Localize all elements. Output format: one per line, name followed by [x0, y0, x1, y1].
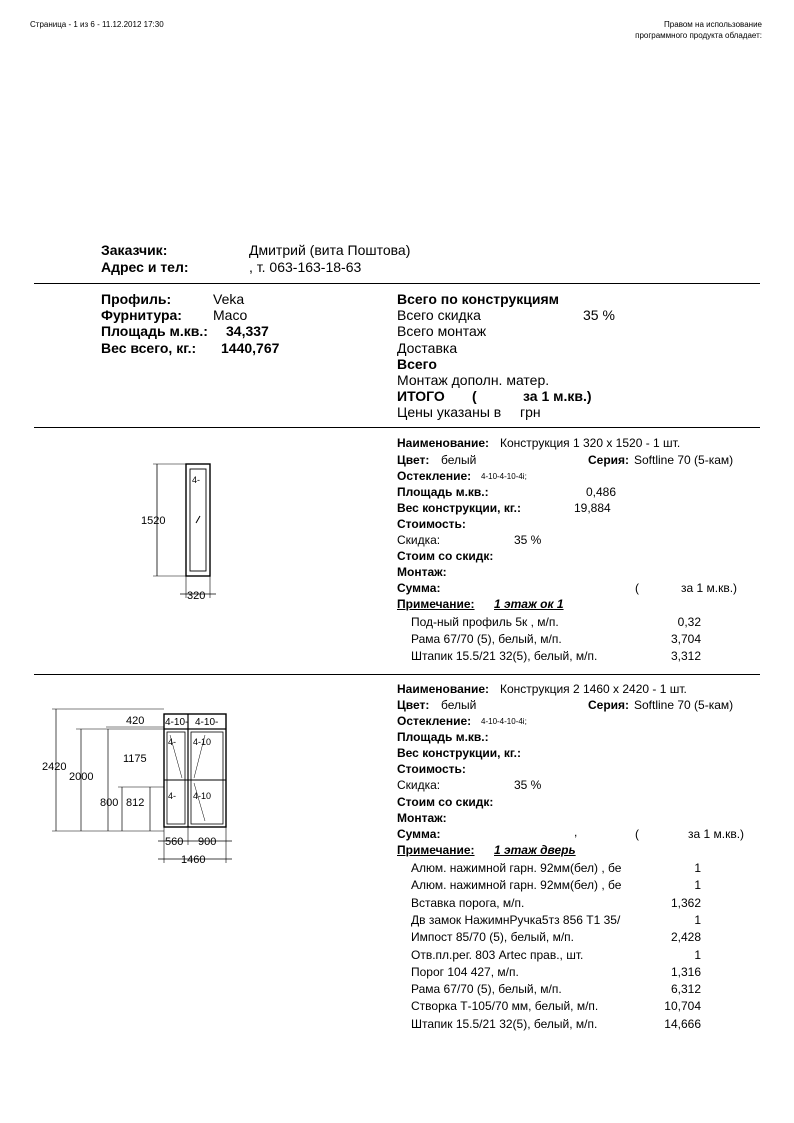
c2-color: белый — [441, 698, 477, 712]
item-name: Рама 67/70 (5), белый, м/п. — [411, 632, 562, 646]
weight-label: Вес всего, кг.: — [101, 340, 197, 356]
c1-area-label: Площадь м.кв.: — [397, 485, 489, 499]
c2-series: Softline 70 (5-кам) — [634, 698, 734, 712]
delivery-label: Доставка — [397, 340, 458, 356]
profile-label: Профиль: — [101, 291, 172, 307]
weight-value: 1440,767 — [221, 340, 280, 356]
prices-note: Цены указаны в — [397, 404, 502, 420]
c2-cost-label: Стоимость: — [397, 762, 466, 776]
c2-area-label: Площадь м.кв.: — [397, 730, 489, 744]
c2-weight-label: Вес конструкции, кг.: — [397, 746, 521, 760]
c2-dim-812: 812 — [126, 797, 145, 809]
c2-sum-label: Сумма: — [397, 827, 441, 841]
address-label: Адрес и тел: — [101, 259, 189, 275]
currency: грн — [520, 404, 541, 420]
item-name: Дв замок НажимнРучка5тз 856 Т1 35/ — [411, 912, 621, 927]
extra-mounting-label: Монтаж дополн. матер. — [397, 372, 550, 388]
fittings-label: Фурнитура: — [101, 307, 182, 323]
total-discount-value: 35 % — [583, 307, 615, 323]
c2-discount: 35 % — [514, 778, 542, 792]
item-name: Алюм. нажимной гарн. 92мм(бел) , бе — [411, 878, 622, 893]
itogo-open: ( — [472, 388, 477, 404]
area-label: Площадь м.кв.: — [101, 323, 208, 339]
c1-cost-disc-label: Стоим со скидк: — [397, 549, 494, 563]
total-label: Всего — [397, 356, 437, 372]
rights-line-1: Правом на использование — [664, 20, 762, 29]
item-name: Штапик 15.5/21 32(5), белый, м/п. — [411, 649, 598, 663]
c2-height-2000: 2000 — [69, 771, 94, 783]
item-name: Отв.пл.рег. 803 Artec прав., шт. — [411, 947, 584, 962]
item-qty: 14,666 — [664, 1016, 701, 1031]
c2-series-label: Серия: — [588, 698, 630, 712]
c2-glass-e: 4- — [168, 791, 177, 801]
item-qty: 0,32 — [677, 615, 701, 629]
c1-series: Softline 70 (5-кам) — [634, 453, 734, 467]
item-name: Створка Т-105/70 мм, белый, м/п. — [411, 999, 599, 1014]
c2-glass-f: 4-10 — [193, 791, 212, 801]
construction-2-drawing — [40, 703, 240, 868]
c2-total-width: 1460 — [181, 854, 206, 866]
rights-line-2: программного продукта обладает: — [635, 31, 762, 40]
c2-dim-800: 800 — [100, 797, 119, 809]
c2-sum-per: за 1 м.кв.) — [688, 827, 745, 841]
c2-sum-mark: , — [574, 825, 578, 839]
item-qty: 1,362 — [670, 895, 701, 910]
c2-sum-open: ( — [635, 827, 639, 841]
itogo-per: за 1 м.кв.) — [523, 388, 592, 404]
c2-height-1175: 1175 — [123, 753, 147, 765]
customer-name: Дмитрий (вита Поштова) — [249, 242, 411, 258]
item-name: Под-ный профиль 5к , м/п. — [411, 615, 559, 629]
item-qty: 6,312 — [670, 982, 701, 997]
item-name: Рама 67/70 (5), белый, м/п. — [411, 982, 562, 997]
c2-width-900: 900 — [198, 836, 217, 848]
c2-color-label: Цвет: — [397, 698, 430, 712]
customer-label: Заказчик: — [101, 242, 168, 258]
c2-glazing: 4-10-4-10-4i; — [481, 717, 527, 726]
c2-name: Конструкция 2 1460 x 2420 - 1 шт. — [500, 682, 687, 696]
c1-glass-label: 4- — [192, 475, 201, 485]
construction-1-drawing — [140, 458, 220, 606]
item-qty: 1 — [694, 878, 701, 893]
item-name: Импост 85/70 (5), белый, м/п. — [411, 930, 575, 945]
item-qty: 1 — [694, 912, 701, 927]
profile-value: Veka — [213, 291, 245, 307]
c1-cost-label: Стоимость: — [397, 517, 466, 531]
c1-glazing-label: Остекление: — [397, 469, 472, 483]
item-qty: 3,704 — [670, 632, 701, 646]
total-discount-label: Всего скидка — [397, 307, 481, 323]
item-qty: 1,316 — [670, 964, 701, 979]
c2-glass-a: 4-10- — [165, 717, 189, 728]
divider-2 — [34, 427, 760, 428]
item-name: Вставка порога, м/п. — [411, 895, 525, 910]
c2-glass-d: 4-10 — [193, 737, 212, 747]
total-constructions-label: Всего по конструкциям — [397, 291, 560, 307]
c1-weight: 19,884 — [574, 501, 611, 515]
fittings-value: Maco — [213, 307, 248, 323]
c1-sum-open: ( — [635, 581, 639, 595]
item-name: Порог 104 427, м/п. — [411, 964, 519, 979]
c1-note: 1 этаж ок 1 — [494, 597, 564, 611]
item-name: Алюм. нажимной гарн. 92мм(бел) , бе — [411, 861, 622, 875]
c1-sum-per: за 1 м.кв.) — [681, 581, 738, 595]
c2-mount-label: Монтаж: — [397, 811, 447, 825]
c1-name-label: Наименование: — [397, 436, 490, 450]
itogo-label: ИТОГО — [397, 388, 445, 404]
c2-cost-disc-label: Стоим со скидк: — [397, 795, 494, 809]
c2-glass-b: 4-10- — [195, 717, 219, 728]
item-qty: 1 — [694, 947, 701, 962]
c2-name-label: Наименование: — [397, 682, 490, 696]
page-info: Страница - 1 из 6 - 11.12.2012 17:30 — [30, 20, 164, 29]
c1-mount-label: Монтаж: — [397, 565, 447, 579]
c2-width-560: 560 — [165, 836, 184, 848]
item-qty: 2,428 — [670, 930, 701, 945]
c1-width-dim: 320 — [187, 590, 206, 602]
divider-3 — [34, 674, 760, 675]
c1-color-label: Цвет: — [397, 453, 430, 467]
c1-height-dim: 1520 — [141, 515, 166, 527]
area-value: 34,337 — [226, 323, 269, 339]
item-qty: 3,312 — [670, 649, 701, 663]
total-mounting-label: Всего монтаж — [397, 323, 487, 339]
c1-weight-label: Вес конструкции, кг.: — [397, 501, 521, 515]
divider-1 — [34, 283, 760, 284]
c1-discount-label: Скидка: — [397, 533, 441, 547]
c1-color: белый — [441, 453, 477, 467]
item-qty: 10,704 — [664, 999, 701, 1014]
item-qty: 1 — [694, 861, 701, 875]
c2-note: 1 этаж дверь — [494, 843, 576, 857]
c2-note-label: Примечание: — [397, 843, 475, 857]
customer-address: , т. 063-163-18-63 — [249, 259, 362, 275]
c2-glass-c: 4- — [168, 737, 177, 747]
c2-discount-label: Скидка: — [397, 778, 441, 792]
item-name: Штапик 15.5/21 32(5), белый, м/п. — [411, 1016, 598, 1031]
c1-discount: 35 % — [514, 533, 542, 547]
c1-series-label: Серия: — [588, 453, 630, 467]
c2-total-height: 2420 — [42, 761, 67, 773]
c2-glazing-label: Остекление: — [397, 714, 472, 728]
c1-glazing: 4-10-4-10-4i; — [481, 472, 527, 481]
c1-name: Конструкция 1 320 x 1520 - 1 шт. — [500, 436, 681, 450]
c1-sum-label: Сумма: — [397, 581, 441, 595]
c2-top-420: 420 — [126, 715, 145, 727]
c1-area: 0,486 — [586, 485, 617, 499]
c1-note-label: Примечание: — [397, 597, 475, 611]
